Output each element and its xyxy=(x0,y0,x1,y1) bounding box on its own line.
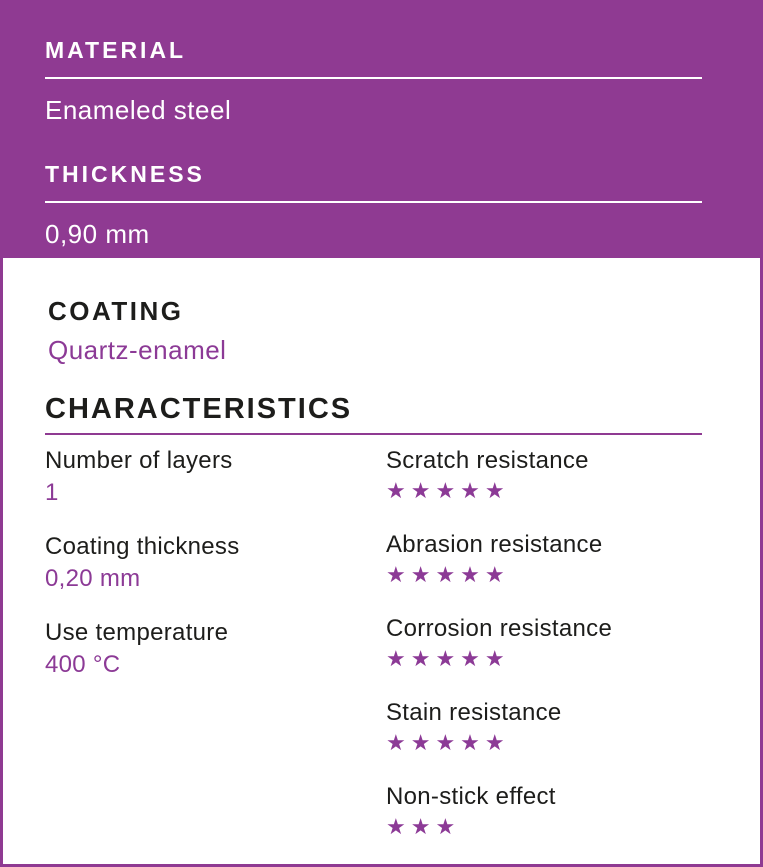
abrasion-resistance-star-rating: ★★★★★ xyxy=(386,562,510,587)
list-item xyxy=(45,619,386,679)
stain-resistance-star-rating: ★★★★★ xyxy=(386,730,510,755)
material-section xyxy=(45,36,702,126)
use-temperature-value: 400 °C xyxy=(45,651,121,678)
list-item xyxy=(45,533,386,593)
characteristics-grid xyxy=(45,447,702,867)
coating-thickness-value: 0,20 mm xyxy=(45,565,141,592)
thickness-label: THICKNESS xyxy=(45,161,205,187)
coating-value: Quartz-enamel xyxy=(48,335,227,365)
list-item xyxy=(386,531,702,589)
number-of-layers-value: 1 xyxy=(45,479,59,506)
stain-resistance-label: Stain resistance xyxy=(386,699,562,726)
list-item xyxy=(386,783,702,841)
material-value: Enameled steel xyxy=(45,95,232,125)
thickness-value: 0,90 mm xyxy=(45,219,150,249)
characteristics-divider xyxy=(45,433,702,435)
use-temperature-label: Use temperature xyxy=(45,619,229,646)
header-panel xyxy=(0,0,763,258)
abrasion-resistance-label: Abrasion resistance xyxy=(386,531,603,558)
list-item xyxy=(386,699,702,757)
corrosion-resistance-star-rating: ★★★★★ xyxy=(386,646,510,671)
scratch-resistance-star-rating: ★★★★★ xyxy=(386,478,510,503)
thickness-section xyxy=(45,160,702,250)
list-item xyxy=(45,447,386,507)
coating-thickness-label: Coating thickness xyxy=(45,533,240,560)
characteristics-left-column xyxy=(45,447,386,867)
material-divider xyxy=(45,77,702,79)
number-of-layers-label: Number of layers xyxy=(45,447,233,474)
coating-section xyxy=(45,296,702,366)
corrosion-resistance-label: Corrosion resistance xyxy=(386,615,613,642)
characteristics-right-column xyxy=(386,447,702,867)
non-stick-effect-star-rating: ★★★ xyxy=(386,814,461,839)
thickness-divider xyxy=(45,201,702,203)
material-label: MATERIAL xyxy=(45,37,187,63)
non-stick-effect-label: Non-stick effect xyxy=(386,783,556,810)
characteristics-title: CHARACTERISTICS xyxy=(45,393,353,425)
details-panel xyxy=(0,258,763,867)
list-item xyxy=(386,615,702,673)
list-item xyxy=(386,447,702,505)
scratch-resistance-label: Scratch resistance xyxy=(386,447,589,474)
coating-label: COATING xyxy=(48,296,184,326)
